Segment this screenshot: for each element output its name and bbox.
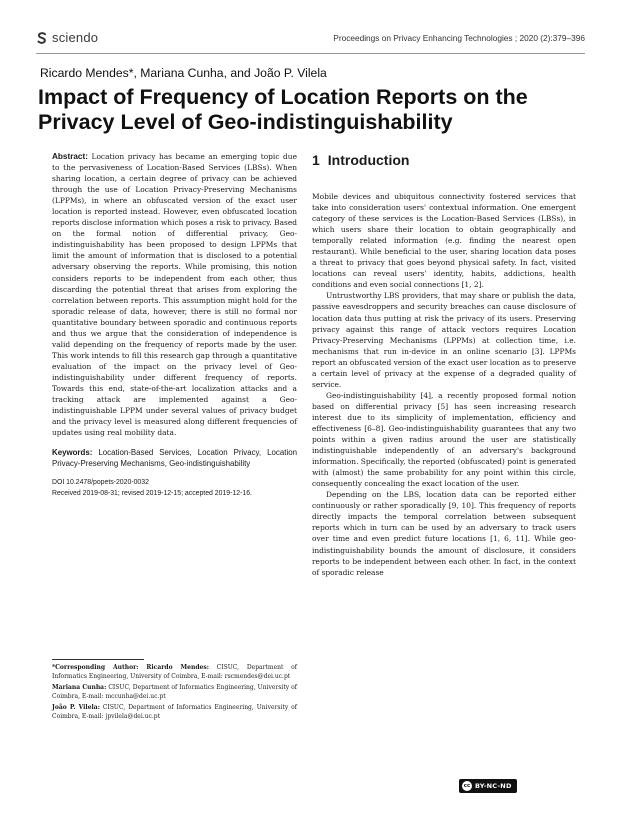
abstract-text: Location privacy has became an emerging topic due to the pervasiveness of Location-Based Services (LBSs). When sharing location, a certain degree of privacy can be achieved through the use of Location Privacy-Preserving Mechanisms (LPPMs), in where an obfuscated version of the exact user location is reported instead. However, even obfuscated location reports disclose information which poses a risk to privacy. Based on the formal notion of differential privacy, Geo-indistinguishability has been proposed to design LPPMs that limit the amount of information that is disclosed to a potential adversary observing the reports. While promising, this notion considers reports to be independent from each other, thus discarding the potential threat that arises from exploring the correlation between reports. This assumption might hold for the sporadic release of data, however, there is still no formal nor quantitative boundary between sporadic and continuous reports and thus we argue that the consideration of independence is valid depending on the frequency of reports made by the user. This work intends to fill this research gap through a quantitative evaluation of the impact on the privacy level of Geo-indistinguishability under different frequency of reports. Towards this end, state-of-the-art localization attacks and a tracking attack are implemented against a Geo-indistinguishable LPPM under several values of privacy budget and the privacy level is measured along different frequencies of updates using real mobility data. — [52, 152, 297, 438]
abstract-label: Abstract: — [52, 152, 88, 161]
section-heading — [312, 151, 576, 191]
body-paragraph: Depending on the LBS, location data can be reported either continuously or rather sporadically [9, 10]. This frequency of reports directly impacts the temporal correlation between subsequent reports which in turn can be used by an adversary to track users over time and even predict future locations [1, 6, 11]. While geo-indistinguishability bounds the amount of disclosure, it considers reports to be independent between each other. In fact, in the context of sporadic release — [312, 490, 576, 577]
footnote-rule — [52, 659, 144, 660]
page-header — [36, 30, 585, 48]
right-column — [312, 151, 576, 578]
footnotes — [52, 664, 297, 723]
footnote-item — [52, 684, 297, 702]
keywords-text: Location-Based Services, Location Privacy, Location Privacy-Preserving Mechanisms, Geo-indistinguishability — [52, 448, 297, 469]
body-paragraph: Untrustworthy LBS providers, that may share or publish the data, passive eavesdroppers and security breaches can cause disclosure of location data thus putting at risk the privacy of its users. Preserving privacy against this range of attack vectors requires Location Privacy-Preserving Mechanisms (LPPMs) at collection time, i.e. mechanisms that run in-device in an online scenario [3]. LPPMs report an obfuscated version of the exact user location as to preserve a certain level of privacy at the expense of a degraded quality of service. — [312, 291, 576, 389]
footnote-author: *Corresponding Author: Ricardo Mendes: — [52, 664, 209, 671]
article-meta — [52, 477, 297, 499]
footnote-author: Mariana Cunha: — [52, 683, 107, 691]
footnote-item — [52, 704, 297, 722]
body-paragraph: Geo-indistinguishability [4], a recently proposed formal notion based on differential privacy [5] has seen increasing research interest due to its simplicity of implementation, efficiency and effectiveness [6–8]. Geo-indistinguishability guarantees that any two points within a given radius around the user are statistically indistinguishable independently of an adversary's background information. Specifically, the reported (obfuscated) point is generated with (almost) the same probability for any point within this circle, consequently concealing the exact location of the user. — [312, 390, 577, 489]
footnote-affiliation: CISUC, Department of Informatics Engineering, University of Coimbra, E-mail: jpvilela@dei.uc.pt — [52, 703, 297, 720]
footnote-author: João P. Vilela: — [52, 703, 100, 711]
license-badge[interactable] — [459, 779, 517, 793]
journal-reference: Proceedings on Privacy Enhancing Technologies ; 2020 (2):379–396 — [333, 33, 585, 43]
footnote-affiliation: CISUC, Department of Informatics Engineering, University of Coimbra, E-mail: rscmendes@dei.uc.pt — [52, 664, 297, 680]
sciendo-logo-icon — [36, 32, 48, 44]
section-number: 1 — [312, 152, 320, 168]
keywords — [52, 447, 297, 469]
license-text: BY-NC-ND — [475, 782, 512, 790]
doi: DOI 10.2478/popets-2020-0032 — [52, 478, 149, 486]
creative-commons-icon: cc — [463, 783, 471, 789]
header-rule — [36, 53, 585, 54]
received-dates: Received 2019-08-31; revised 2019-12-15; accepted 2019-12-16. — [52, 489, 252, 497]
footnote-item — [52, 664, 297, 682]
publisher-name: sciendo — [52, 30, 99, 45]
publisher-logo — [36, 30, 98, 45]
section-title: Introduction — [327, 152, 410, 168]
author-list: Ricardo Mendes*, Mariana Cunha, and João P. Vilela — [40, 66, 327, 80]
left-column — [52, 151, 297, 499]
keywords-label: Keywords: — [52, 448, 93, 458]
abstract — [52, 151, 297, 438]
paper-title: Impact of Frequency of Location Reports on the Privacy Level of Geo-indistinguishability — [38, 85, 528, 134]
footnote-affiliation: CISUC, Department of Informatics Engineering, University of Coimbra, E-mail: mccunha@dei.uc.pt — [52, 683, 297, 700]
body-paragraph: Mobile devices and ubiquitous connectivity fostered services that take into consideration users' contextual information. One emergent category of these services is the Location-Based Services (LBSs), in which users share their location to obtain geographically and temporally related information (e.g. finding the nearest open restaurant). While beneficial to the user, sharing location data poses a threat to privacy that goes beyond physical safety. In fact, visited locations can reveal users' identity, habits, addictions, health conditions and even social connections [1, 2]. — [312, 192, 576, 290]
